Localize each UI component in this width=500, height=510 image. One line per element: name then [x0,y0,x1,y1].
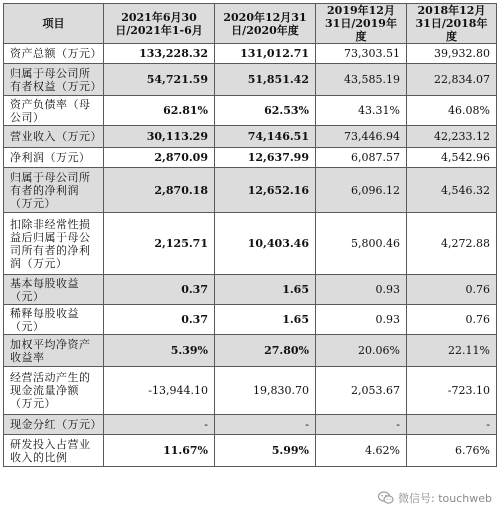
cell-value: 54,721.59 [104,64,215,96]
cell-value: 0.37 [104,305,215,335]
cell-value: - [215,415,316,435]
cell-value: 131,012.71 [215,44,316,64]
table-row [4,126,497,148]
cell-value: 5,800.46 [316,213,407,275]
cell-value: 42,233.12 [407,126,497,148]
table-row [4,64,497,96]
cell-value: 43.31% [316,96,407,126]
cell-value: - [407,415,497,435]
cell-value: 62.81% [104,96,215,126]
cell-value: -723.10 [407,367,497,415]
table-row [4,305,497,335]
cell-value: 10,403.46 [215,213,316,275]
cell-value: 12,652.16 [215,168,316,213]
row-label: 归属于母公司所有者的净利润（万元） [4,168,104,213]
cell-value: 6,087.57 [316,148,407,168]
cell-value: 5.99% [215,435,316,467]
cell-value: 4,546.32 [407,168,497,213]
cell-value: 2,053.67 [316,367,407,415]
header-item: 项目 [4,4,104,44]
cell-value: 0.37 [104,275,215,305]
cell-value: 2,125.71 [104,213,215,275]
row-label: 资产总额（万元） [4,44,104,64]
cell-value: 1.65 [215,275,316,305]
cell-value: 19,830.70 [215,367,316,415]
cell-value: 20.06% [316,335,407,367]
cell-value: 22.11% [407,335,497,367]
row-label: 扣除非经常性损益后归属于母公司所有者的净利润（万元） [4,213,104,275]
cell-value: 0.93 [316,305,407,335]
table-row [4,213,497,275]
row-label: 资产负债率（母公司） [4,96,104,126]
cell-value: 74,146.51 [215,126,316,148]
wechat-icon [378,491,394,505]
table-row [4,275,497,305]
table-row [4,96,497,126]
header-2019: 2019年12月31日/2019年度 [316,4,407,44]
cell-value: 22,834.07 [407,64,497,96]
cell-value: 30,113.29 [104,126,215,148]
cell-value: - [316,415,407,435]
cell-value: 73,303.51 [316,44,407,64]
table-row [4,415,497,435]
cell-value: 46.08% [407,96,497,126]
wechat-watermark [378,490,492,506]
cell-value: 11.67% [104,435,215,467]
header-2018: 2018年12月31日/2018年度 [407,4,497,44]
cell-value: 2,870.18 [104,168,215,213]
cell-value: 6,096.12 [316,168,407,213]
row-label: 现金分红（万元） [4,415,104,435]
cell-value: 2,870.09 [104,148,215,168]
cell-value: 12,637.99 [215,148,316,168]
table-row [4,168,497,213]
cell-value: 6.76% [407,435,497,467]
cell-value: 133,228.32 [104,44,215,64]
cell-value: 1.65 [215,305,316,335]
table-row [4,148,497,168]
cell-value: 4,272.88 [407,213,497,275]
cell-value: 4,542.96 [407,148,497,168]
header-2020: 2020年12月31日/2020年度 [215,4,316,44]
row-label: 营业收入（万元） [4,126,104,148]
cell-value: 27.80% [215,335,316,367]
row-label: 归属于母公司所有者权益（万元） [4,64,104,96]
row-label: 加权平均净资产收益率 [4,335,104,367]
row-label: 研发投入占营业收入的比例 [4,435,104,467]
table-row [4,44,497,64]
cell-value: -13,944.10 [104,367,215,415]
cell-value: 0.76 [407,305,497,335]
cell-value: - [104,415,215,435]
row-label: 净利润（万元） [4,148,104,168]
header-2021h1: 2021年6月30日/2021年1-6月 [104,4,215,44]
cell-value: 4.62% [316,435,407,467]
cell-value: 5.39% [104,335,215,367]
table-row [4,335,497,367]
table-row [4,367,497,415]
cell-value: 0.76 [407,275,497,305]
cell-value: 39,932.80 [407,44,497,64]
table-header-row [4,4,497,44]
cell-value: 73,446.94 [316,126,407,148]
table-row [4,435,497,467]
cell-value: 43,585.19 [316,64,407,96]
row-label: 经营活动产生的现金流量净额（万元） [4,367,104,415]
watermark-text: 微信号: touchweb [398,492,492,505]
row-label: 稀释每股收益（元） [4,305,104,335]
cell-value: 51,851.42 [215,64,316,96]
financial-data-table [3,3,497,467]
cell-value: 0.93 [316,275,407,305]
cell-value: 62.53% [215,96,316,126]
row-label: 基本每股收益（元） [4,275,104,305]
